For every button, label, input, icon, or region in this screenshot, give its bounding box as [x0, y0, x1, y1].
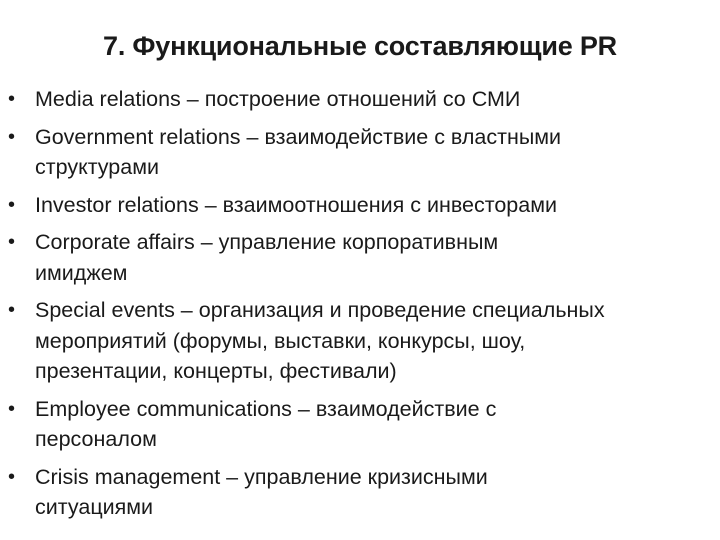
bullet-text-line: имиджем	[35, 260, 128, 285]
bullet-item-crisis-management	[0, 462, 720, 523]
bullet-item-special-events	[0, 295, 720, 387]
bullet-dot: •	[8, 299, 16, 321]
bullet-text-line: персоналом	[35, 427, 157, 451]
bullet-item-investor-relations	[0, 190, 720, 221]
bullet-text-line: мероприятий (форумы, выставки, конкурсы, шоу,	[35, 328, 526, 353]
bullet-text-line: Employee communications – взаимодействие с	[35, 396, 497, 421]
bullet-list	[0, 84, 720, 530]
bullet-dot: •	[8, 88, 16, 110]
bullet-text-line: ситуациями	[35, 495, 154, 519]
bullet-text-line: Special events – организация и проведение специальных	[35, 298, 605, 322]
bullet-item-government-relations	[0, 122, 720, 183]
bullet-text-line: презентации, концерты, фестивали)	[35, 359, 397, 383]
bullet-item-media-relations	[0, 84, 720, 115]
bullet-text-line: Investor relations – взаимоотношения с инвесторами	[35, 192, 557, 217]
bullet-text-line: структурами	[35, 155, 160, 179]
bullet-text-line: Corporate affairs – управление корпоративным	[35, 230, 499, 254]
bullet-text-line: Crisis management – управление кризисными	[35, 464, 488, 489]
bullet-item-corporate-affairs	[0, 227, 720, 288]
bullet-dot: •	[8, 125, 16, 148]
bullet-dot: •	[8, 397, 16, 420]
bullet-dot: •	[8, 231, 16, 253]
bullet-item-employee-communications	[0, 394, 720, 455]
bullet-text-line: Media relations – построение отношений со СМИ	[35, 87, 521, 111]
bullet-dot: •	[8, 465, 16, 488]
bullet-dot: •	[8, 193, 16, 216]
slide-title: 7. Функциональные составляющие PR	[103, 31, 617, 61]
bullet-text-line: Government relations – взаимодействие с властными	[35, 124, 562, 149]
